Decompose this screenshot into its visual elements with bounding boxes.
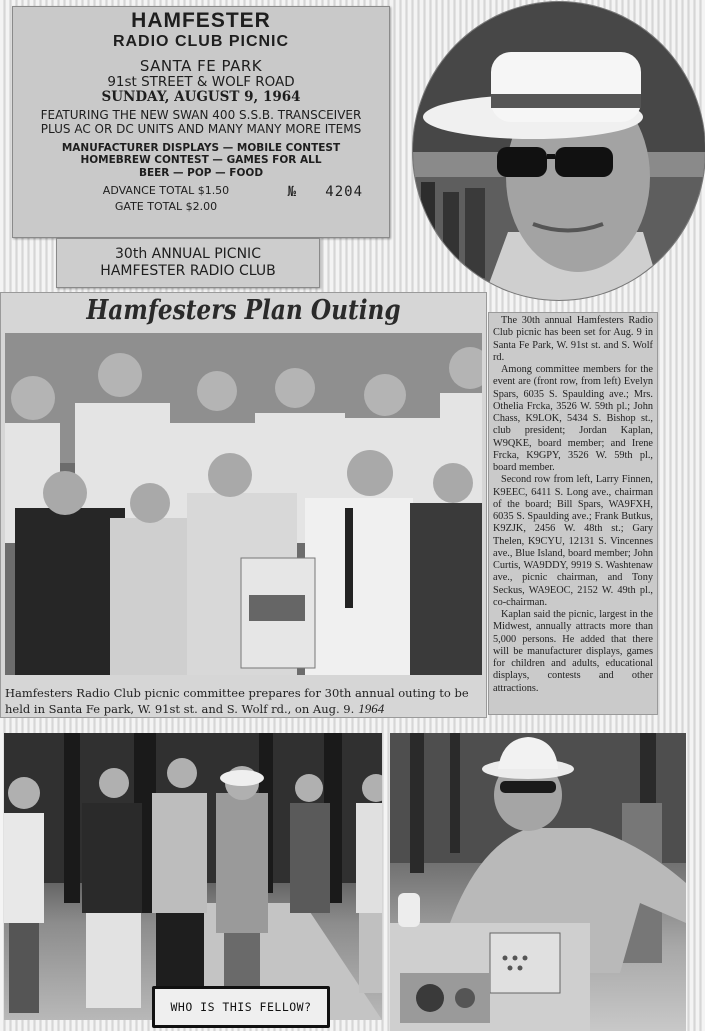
fellow-illustration [390,733,686,1031]
picnic-crowd-photo [4,733,382,1020]
ticket-events-2: HOMEBREW CONTEST — GAMES FOR ALL [80,154,322,167]
clipping-caption [5,686,487,717]
portrait-illustration [413,2,705,300]
ticket-street: 91st STREET & WOLF ROAD [107,73,295,90]
handwritten-year: 1964 [358,701,385,716]
stub-line-2: HAMFESTER RADIO CLUB [100,263,276,279]
portrait-photo [413,2,705,300]
article-paragraph: Among committee members for the event are (front row, from left) Evelyn Spars, 6035 S. Spaulding ave.; Mrs. Othelia Frcka, 3526 W. 59th pl.; John Chass, K9LOK, 5434 S. Bishop st., club president; Jordan Kaplan, W9QKE, board member; and Irene Frcka, K9GPY, 3526 W. 59th pl., board member. [493,364,653,473]
newspaper-clipping [0,292,487,718]
stub-line-1: 30th ANNUAL PICNIC [115,246,261,262]
ticket-park: SANTA FE PARK [139,56,263,75]
ticket-advance-price: ADVANCE TOTAL $1.50 [102,183,230,197]
article-paragraph: Kaplan said the picnic, largest in the Midwest, annually attracts more than 5,000 persons. He added that there will be manufacturer displays, games for children and adults, educational displays, contests and other attractions. [493,609,653,694]
ticket-featuring-2: PLUS AC OR DC UNITS AND MANY MANY MORE ITEMS [40,121,362,136]
ticket-gate-price: GATE TOTAL $2.00 [114,200,218,214]
fellow-photo [390,733,686,1031]
caption-text: Hamfesters Radio Club picnic committee prepares for 30th annual outing to be held in Santa Fe park, W. 91st st. and S. Wolf rd., on Aug. 9. [5,686,469,716]
committee-group-photo [5,333,482,675]
picnic-ticket [12,6,390,238]
number-symbol: № [287,184,297,200]
who-is-this-fellow-label: WHO IS THIS FELLOW? [152,986,330,1028]
ticket-events-3: BEER — POP — FOOD [138,166,264,179]
ticket-serial: 4204 [325,184,363,200]
article-column [488,312,658,715]
ticket-title: HAMFESTER [131,9,271,32]
group-photo-illustration [5,333,482,675]
crowd-illustration [4,733,382,1020]
ticket-date: SUNDAY, AUGUST 9, 1964 [101,89,301,106]
clipping-headline: Hamfesters Plan Outing [86,295,401,326]
ticket-events-1: MANUFACTURER DISPLAYS — MOBILE CONTEST [61,142,341,155]
ticket-featuring-1: FEATURING THE NEW SWAN 400 S.S.B. TRANSCEIVER [40,107,362,122]
article-paragraph: The 30th annual Hamfesters Radio Club picnic has been set for Aug. 9 in Santa Fe Park, W. 91st st. and S. Wolf rd. [493,315,653,363]
ticket-stub [56,238,320,288]
ticket-number [288,184,363,200]
article-paragraph: Second row from left, Larry Finnen, K9EEC, 6411 S. Long ave., chairman of the board; Bill Spars, WA9FXH, 6035 S. Spaulding ave.; Frank Butkus, K9ZJK, 2456 W. 48th st.; Gary Thelen, K9CYU, 12131 S. Vincennes ave., Blue Island, board member; John Curtis, WA9DDY, 9919 S. Washtenaw ave., picnic chairman, and Tony Seckus, WA9EOC, 2152 W. 49th pl., co-chairman. [493,474,653,608]
ticket-subtitle: RADIO CLUB PICNIC [112,33,290,51]
